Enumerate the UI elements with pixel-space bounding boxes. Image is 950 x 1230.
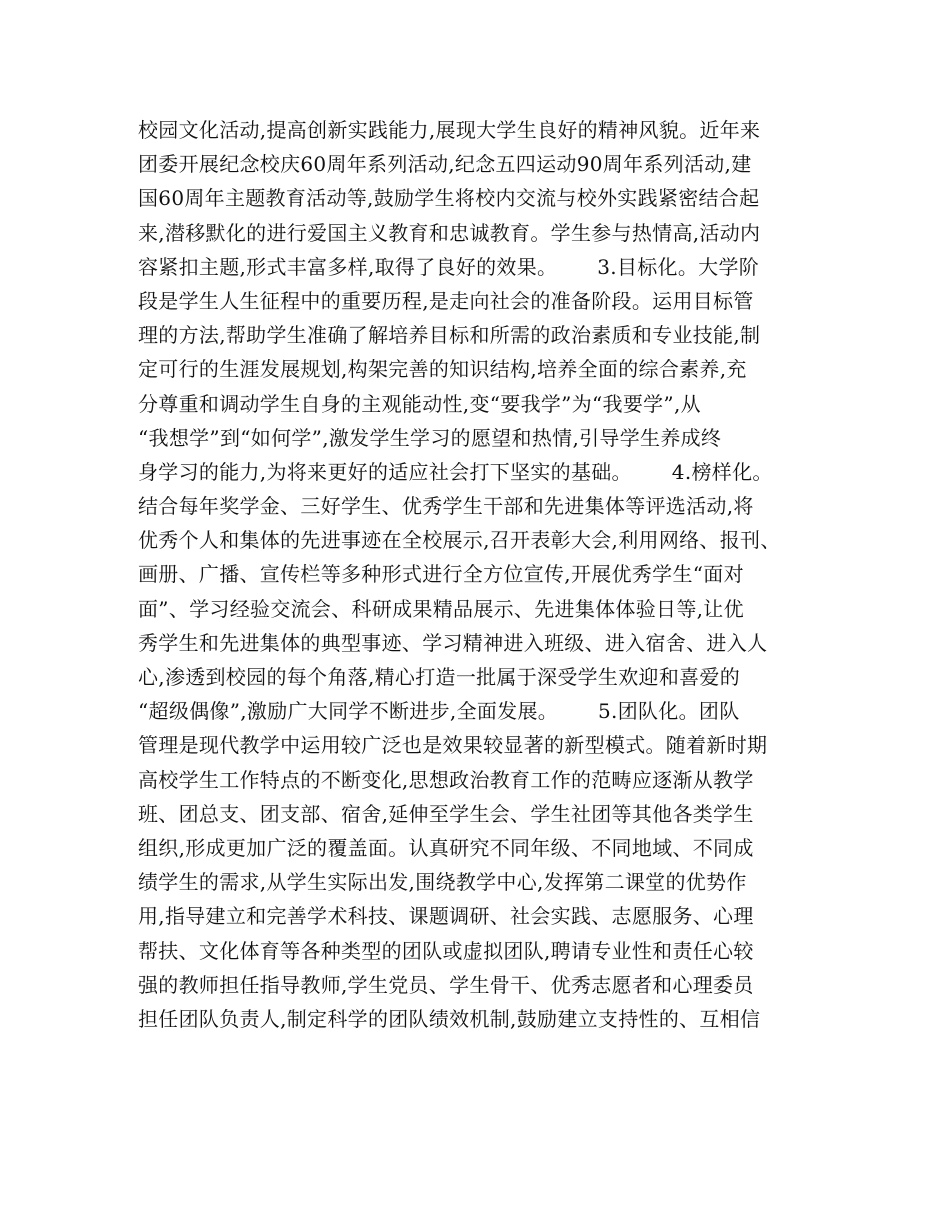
text-line: 段是学生人生征程中的重要历程,是走向社会的准备阶段。运用目标管	[138, 288, 754, 313]
text-line: 团委开展纪念校庆60周年系列活动,纪念五四运动90周年系列活动,建	[138, 152, 752, 177]
text-line: 秀学生和先进集体的典型事迹、学习精神进入班级、进入宿舍、进入人	[138, 630, 768, 655]
body-text	[138, 113, 828, 1036]
text-line: 班、团总支、团支部、宿舍,延伸至学生会、学生社团等其他各类学生	[138, 801, 754, 826]
text-line: 定可行的生涯发展规划,构架完善的知识结构,培养全面的综合素养,充	[138, 357, 747, 382]
text-line: 分尊重和调动学生自身的主观能动性,变“要我学”为“我要学”,从	[138, 391, 701, 416]
text-line: 用,指导建立和完善学术科技、课题调研、社会实践、志愿服务、心理	[138, 904, 754, 929]
text-line: 国60周年主题教育活动等,鼓励学生将校内交流与校外实践紧密结合起	[138, 186, 760, 211]
text-line: 容紧扣主题,形式丰富多样,取得了良好的效果。 3.目标化。大学阶	[138, 254, 760, 279]
text-line: 优秀个人和集体的先进事迹在全校展示,召开表彰大会,利用网络、报刊、	[138, 528, 781, 553]
text-line: 帮扶、文化体育等各种类型的团队或虚拟团队,聘请专业性和责任心较	[138, 938, 754, 963]
text-line: “我想学”到“如何学”,激发学生学习的愿望和热情,引导学生养成终	[138, 425, 722, 450]
text-line: 画册、广播、宣传栏等多种形式进行全方位宣传,开展优秀学生“面对	[138, 562, 744, 587]
text-line: 强的教师担任指导教师,学生党员、学生骨干、优秀志愿者和心理委员	[138, 972, 754, 997]
text-line: 绩学生的需求,从学生实际出发,围绕教学中心,发挥第二课堂的优势作	[138, 870, 747, 895]
text-line: 校园文化活动,提高创新实践能力,展现大学生良好的精神风貌。近年来	[138, 118, 761, 142]
text-line: 面”、学习经验交流会、科研成果精品展示、先进集体体验日等,让优	[138, 596, 744, 621]
text-line: 来,潜移默化的进行爱国主义教育和忠诚教育。学生参与热情高,活动内	[138, 220, 761, 245]
text-line: “超级偶像”,激励广大同学不断进步,全面发展。 5.团队化。团队	[138, 699, 740, 724]
text-line: 结合每年奖学金、三好学生、优秀学生干部和先进集体等评选活动,将	[138, 494, 754, 519]
text-line: 担任团队负责人,制定科学的团队绩效机制,鼓励建立支持性的、互相信	[138, 1006, 761, 1031]
text-line: 心,渗透到校园的每个角落,精心打造一批属于深受学生欢迎和喜爱的	[138, 665, 741, 689]
text-line: 高校学生工作特点的不断变化,思想政治教育工作的范畴应逐渐从教学	[138, 767, 754, 792]
text-line: 理的方法,帮助学生准确了解培养目标和所需的政治素质和专业技能,制	[138, 323, 761, 348]
text-line: 组织,形成更加广泛的覆盖面。认真研究不同年级、不同地域、不同成	[138, 835, 754, 860]
text-line: 身学习的能力,为将来更好的适应社会打下坚实的基础。 4.榜样化。	[138, 459, 773, 484]
text-line: 管理是现代教学中运用较广泛也是效果较显著的新型模式。随着新时期	[138, 733, 768, 758]
